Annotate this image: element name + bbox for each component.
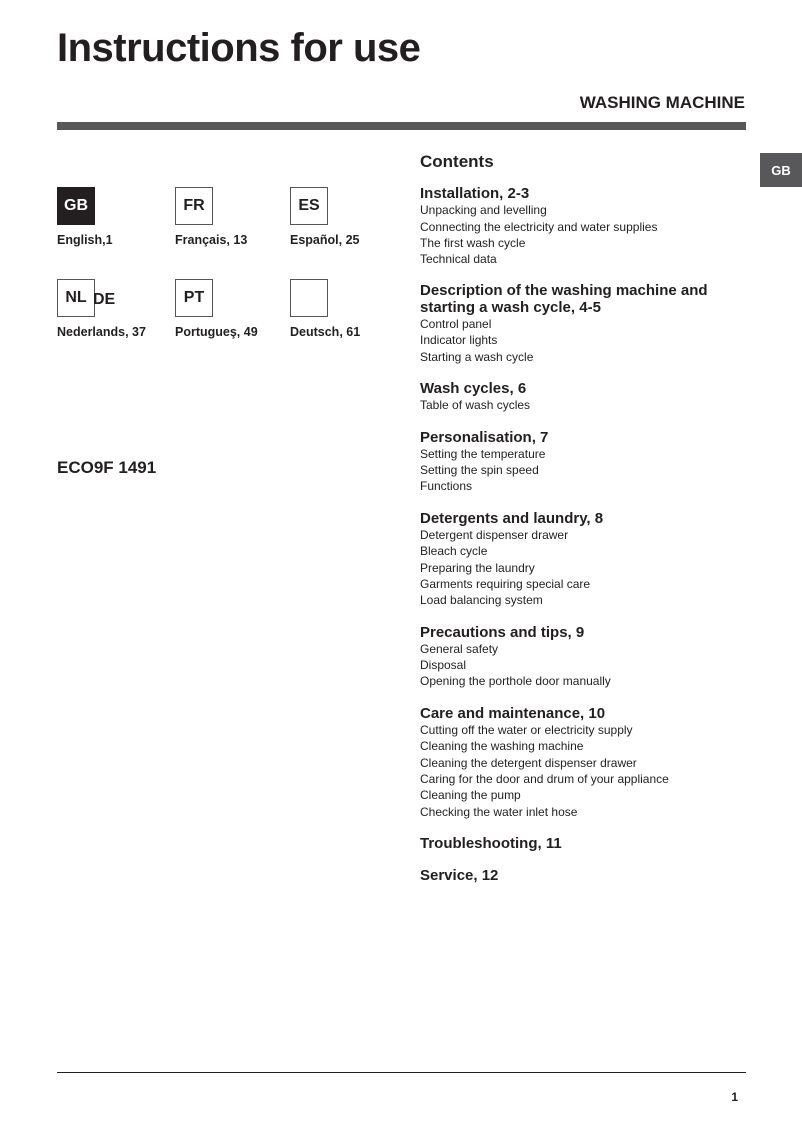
section-item: Unpacking and levelling — [420, 203, 547, 218]
contents-section — [420, 430, 760, 495]
model-number: ECO9F 1491 — [57, 458, 157, 477]
section-item: Checking the water inlet hose — [420, 804, 578, 819]
section-item: General safety — [420, 641, 499, 656]
contents-section — [420, 186, 760, 267]
section-item: Connecting the electricity and water supplies — [420, 219, 658, 234]
section-item: Setting the temperature — [420, 446, 546, 461]
language-entry — [290, 279, 360, 339]
section-item: Control panel — [420, 317, 492, 332]
section-item: Cutting off the water or electricity supply — [420, 723, 633, 738]
contents-section — [420, 381, 760, 414]
section-item: The first wash cycle — [420, 235, 526, 250]
language-entry — [175, 187, 247, 247]
section-heading: Personalisation, 7 — [420, 428, 549, 446]
section-item: Preparing the laundry — [420, 560, 535, 575]
section-heading: Care and maintenance, 10 — [420, 704, 606, 722]
language-label: Deutsch, 61 — [290, 325, 361, 339]
section-heading: Detergents and laundry, 8 — [420, 509, 604, 527]
language-label: Español, 25 — [290, 233, 360, 247]
section-item: Disposal — [420, 658, 467, 673]
section-heading: Description of the washing machine and starting a wash cycle, 4-5 — [420, 282, 708, 316]
contents-section — [420, 283, 760, 364]
section-item: Opening the porthole door manually — [420, 674, 611, 689]
section-item: Load balancing system — [420, 593, 543, 608]
section-item: Garments requiring special care — [420, 576, 591, 591]
contents-section — [420, 836, 760, 852]
table-of-contents — [420, 152, 760, 900]
language-code-box: GB — [57, 187, 95, 225]
section-item: Bleach cycle — [420, 544, 488, 559]
section-item: Technical data — [420, 252, 497, 267]
language-entry — [290, 187, 359, 247]
page-title: Instructions for use — [57, 26, 421, 70]
header-divider — [57, 122, 746, 130]
section-item: Cleaning the washing machine — [420, 739, 584, 754]
section-heading: Service, 12 — [420, 867, 499, 885]
section-item: Indicator lights — [420, 333, 498, 348]
section-heading: Wash cycles, 6 — [420, 379, 527, 397]
section-heading: Precautions and tips, 9 — [420, 623, 585, 641]
section-heading: Installation, 2-3 — [420, 185, 530, 202]
section-item: Table of wash cycles — [420, 398, 531, 413]
contents-section — [420, 706, 760, 820]
section-item: Cleaning the detergent dispenser drawer — [420, 755, 637, 770]
contents-section — [420, 625, 760, 690]
section-item: Caring for the door and drum of your appliance — [420, 771, 669, 786]
language-tab: GB — [760, 153, 802, 187]
language-label: Français, 13 — [175, 233, 248, 247]
page-number: 1 — [731, 1090, 738, 1104]
section-item: Detergent dispenser drawer — [420, 528, 569, 543]
language-code-box: FR — [175, 187, 213, 225]
footer-divider — [57, 1072, 746, 1073]
language-code-box: ES — [290, 187, 328, 225]
language-entry — [57, 279, 146, 339]
contents-section — [420, 511, 760, 609]
language-entry — [175, 279, 258, 339]
section-heading: Troubleshooting, 11 — [420, 834, 562, 852]
product-type: WASHING MACHINE — [579, 93, 745, 112]
language-code-box: NL — [57, 279, 95, 317]
language-entry — [57, 187, 113, 247]
contents-section — [420, 868, 760, 884]
language-code-de: DE — [93, 291, 116, 308]
section-item: Setting the spin speed — [420, 463, 539, 478]
language-label: Portugueş, 49 — [175, 325, 258, 339]
section-item: Starting a wash cycle — [420, 349, 534, 364]
language-label: English,1 — [57, 233, 113, 247]
section-item: Cleaning the pump — [420, 788, 521, 803]
contents-title: Contents — [420, 152, 494, 171]
language-code-box: PT — [175, 279, 213, 317]
section-item: Functions — [420, 479, 473, 494]
language-label: Nederlands, 37 — [57, 325, 146, 339]
language-code-box — [290, 279, 328, 317]
